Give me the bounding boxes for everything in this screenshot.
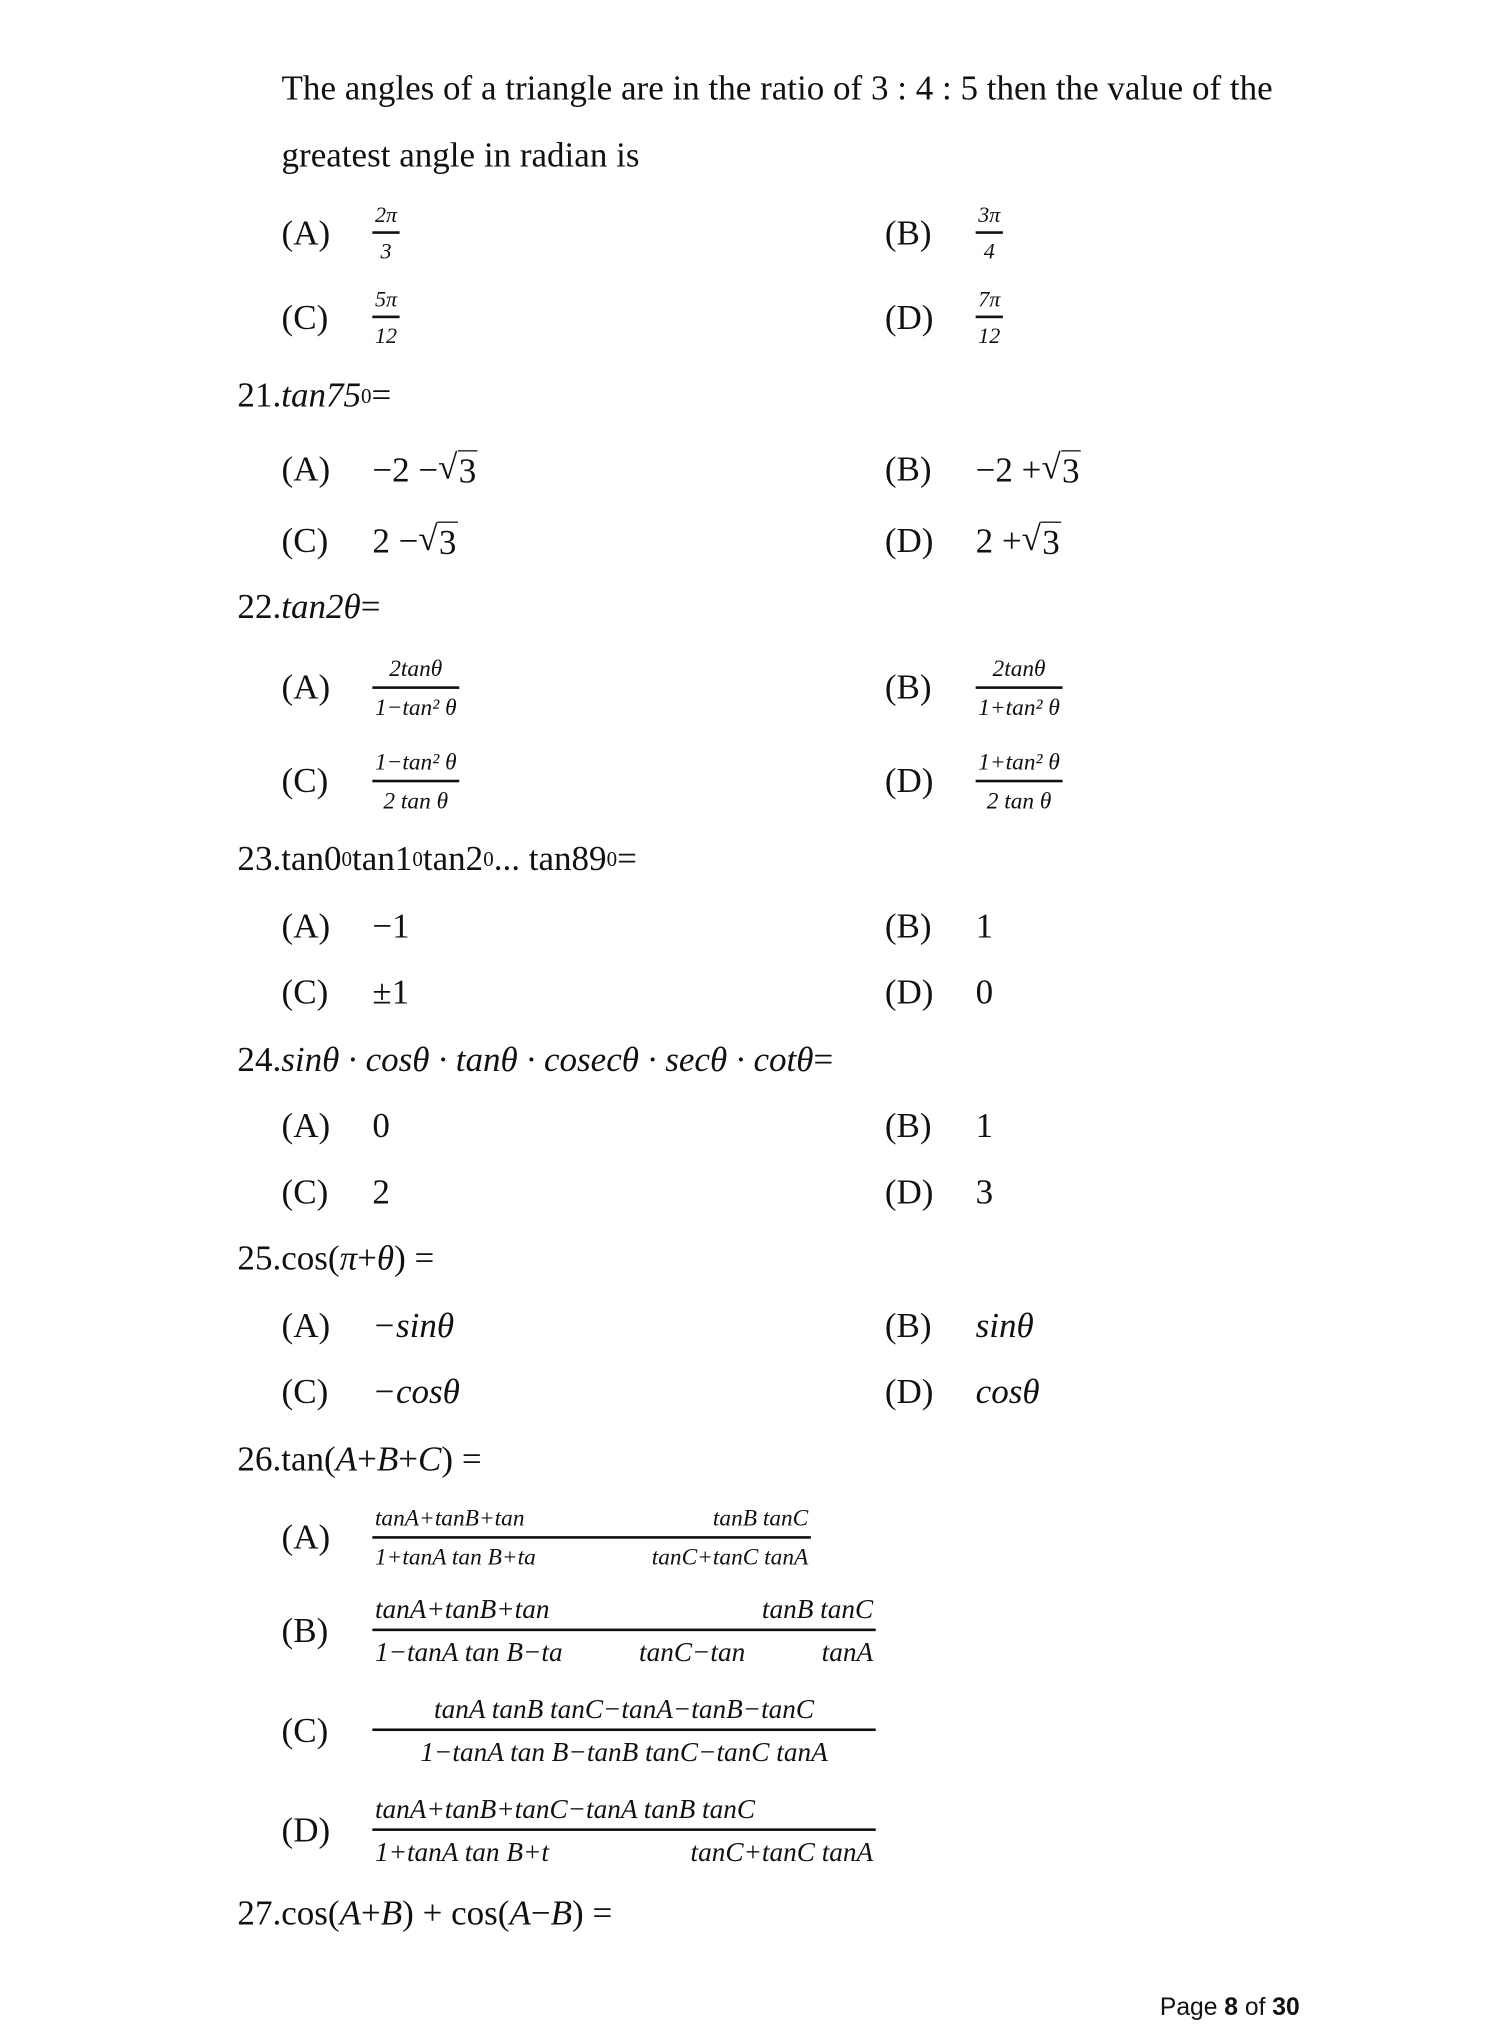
- radicand: 3: [458, 451, 477, 491]
- numerator: 2tanθ: [389, 655, 443, 682]
- question-stem: [282, 68, 1273, 108]
- fraction: [372, 1592, 875, 1669]
- math-text: ) + cos(: [402, 1893, 510, 1933]
- numerator: tanA+tanB+tanC−tanA tanB tanC: [374, 1793, 756, 1825]
- math-text: cos(: [281, 1238, 340, 1278]
- math-text: −1: [372, 906, 410, 946]
- current-page: 8: [1224, 1994, 1239, 2022]
- math-text: ... tan89: [493, 838, 607, 878]
- option-value: [372, 519, 457, 563]
- denominator: 3: [372, 232, 399, 266]
- square-root: [1041, 448, 1080, 492]
- option-value: [976, 519, 1061, 563]
- option-label: (D): [281, 1810, 331, 1850]
- math-term: 1−tanA tan B−ta: [374, 1636, 563, 1668]
- option-label: (A): [281, 906, 331, 946]
- numerator: 3π: [978, 202, 1001, 228]
- option-label: (B): [884, 1106, 932, 1145]
- option-label: (A): [281, 1106, 331, 1145]
- math-text: −2 +: [975, 449, 1042, 489]
- fraction: [976, 201, 1003, 265]
- option-label: (C): [281, 1372, 329, 1411]
- math-term: tanA+tanB+tan: [374, 1504, 525, 1531]
- math-text: =: [360, 587, 381, 626]
- math-text: −: [530, 1893, 551, 1933]
- option-value: [976, 1306, 1034, 1346]
- fraction: [372, 201, 399, 265]
- fraction: [372, 654, 459, 721]
- fraction: [976, 286, 1003, 350]
- numerator: 2π: [374, 202, 398, 228]
- option-label: (A): [281, 1517, 331, 1557]
- math-text: ) =: [572, 1893, 613, 1933]
- denominator: [372, 1629, 875, 1670]
- math-term: tanA+tanB+tan: [374, 1593, 550, 1625]
- option-label: (D): [884, 760, 934, 800]
- square-root: [418, 519, 457, 563]
- denominator: 12: [372, 316, 399, 350]
- option-label: (C): [281, 972, 329, 1012]
- math-text: =: [371, 375, 392, 415]
- math-term: 1+tanA tan B+ta: [374, 1543, 536, 1570]
- option-label: (C): [281, 1172, 329, 1212]
- numerator: [372, 1592, 875, 1629]
- option-label: (C): [281, 760, 329, 800]
- question-number: 22.: [237, 587, 282, 626]
- math-term: tanB tanC: [712, 1504, 809, 1531]
- math-text: ) =: [394, 1238, 435, 1278]
- footer-text: of: [1238, 1994, 1273, 2022]
- question-stem: [237, 587, 380, 627]
- math-text: sinθ · cosθ · tanθ · cosecθ · secθ · cotθ: [281, 1039, 814, 1079]
- math-text: −sinθ: [372, 1305, 455, 1345]
- footer-text: Page: [1159, 1994, 1225, 2022]
- radicand: 3: [1061, 451, 1080, 491]
- question-stem: 21. tan75 0 =: [237, 375, 392, 415]
- numerator: [372, 1504, 811, 1536]
- option-label: (A): [281, 449, 331, 489]
- math-text: +: [360, 1893, 381, 1933]
- question-number: 24.: [237, 1039, 282, 1079]
- option-value: [372, 448, 477, 492]
- math-text: tan1: [352, 838, 413, 878]
- math-text: 0: [975, 972, 994, 1012]
- option-value: [372, 1306, 454, 1346]
- math-text: The angles of a triangle are in the ratio of 3 : 4 : 5 then the value of the: [281, 68, 1273, 108]
- denominator: 12: [976, 316, 1003, 350]
- option-value: [976, 448, 1081, 492]
- radical-sign: √: [1021, 518, 1041, 558]
- option-value: [372, 286, 399, 350]
- total-pages: 30: [1272, 1994, 1300, 2022]
- math-text: ±1: [372, 972, 410, 1012]
- denominator: 2 tan θ: [976, 779, 1063, 815]
- denominator: [372, 1535, 811, 1571]
- math-text: greatest angle in radian is: [281, 135, 640, 175]
- radicand: 3: [438, 522, 457, 562]
- math-term: tanA: [821, 1636, 874, 1668]
- fraction: [372, 1504, 811, 1571]
- option-value: [372, 747, 459, 814]
- math-text: tan(: [281, 1439, 336, 1479]
- option-label: (B): [884, 449, 932, 489]
- denominator: 4: [976, 232, 1003, 266]
- math-text: π: [339, 1238, 358, 1278]
- question-stem: [237, 1894, 612, 1934]
- option-value: [372, 654, 459, 721]
- math-text: 2 +: [975, 520, 1022, 560]
- question-stem: [237, 1439, 481, 1479]
- math-text: =: [617, 838, 637, 878]
- option-label: (D): [884, 972, 934, 1012]
- radical-sign: √: [438, 447, 458, 487]
- fraction: [372, 1692, 875, 1769]
- option-value: [976, 1372, 1040, 1412]
- option-value: [372, 1106, 390, 1146]
- option-value: [976, 654, 1063, 721]
- fraction: [372, 747, 459, 814]
- math-term: tanC+tanC tanA: [651, 1543, 809, 1570]
- radical-sign: √: [1041, 447, 1061, 487]
- denominator: [372, 1829, 875, 1870]
- option-value: [372, 1592, 875, 1669]
- option-value: [372, 906, 409, 946]
- math-text: tan2θ: [281, 587, 361, 626]
- math-text: C: [418, 1439, 442, 1479]
- option-value: [976, 201, 1003, 265]
- math-text: cosθ: [975, 1372, 1040, 1411]
- option-label: (B): [884, 667, 932, 707]
- option-label: (B): [884, 213, 932, 253]
- math-text: tan0: [281, 838, 342, 878]
- option-label: (A): [281, 1305, 331, 1345]
- math-term: 1+tanA tan B+t: [374, 1836, 549, 1868]
- radical-sign: √: [418, 518, 438, 558]
- math-text: A: [339, 1893, 361, 1933]
- numerator: 1−tan² θ: [374, 748, 457, 775]
- math-text: 1: [975, 1106, 994, 1145]
- math-text: sinθ: [975, 1305, 1034, 1345]
- fraction: [372, 286, 399, 350]
- denominator: 1−tan² θ: [372, 686, 459, 722]
- option-value: [372, 1172, 390, 1212]
- option-value: [372, 1692, 875, 1769]
- math-text: 2 −: [372, 520, 419, 560]
- option-value: [976, 1106, 994, 1146]
- square-root: [1022, 519, 1061, 563]
- fraction: [976, 747, 1063, 814]
- denominator: 1+tan² θ: [976, 686, 1063, 722]
- option-label: (B): [884, 906, 932, 946]
- option-value: [976, 1172, 994, 1212]
- option-label: (C): [281, 297, 329, 337]
- numerator: 5π: [374, 287, 398, 312]
- option-value: [372, 1504, 811, 1571]
- radicand: 3: [1042, 522, 1060, 562]
- math-text: cos(: [281, 1893, 340, 1933]
- numerator: tanA tanB tanC−tanA−tanB−tanC: [434, 1693, 815, 1725]
- option-label: (D): [884, 520, 934, 560]
- math-text: θ: [376, 1238, 395, 1278]
- question-stem: [282, 136, 640, 176]
- math-text: A: [509, 1893, 531, 1933]
- math-term: tanC−tan: [639, 1636, 746, 1668]
- option-value: [372, 1792, 875, 1869]
- math-text: A: [335, 1439, 358, 1479]
- question-number: 26.: [237, 1439, 282, 1479]
- math-text: +: [357, 1238, 377, 1278]
- denominator: 1−tanA tan B−tanB tanC−tanC tanA: [372, 1729, 875, 1770]
- math-text: 2: [372, 1172, 390, 1212]
- math-text: B: [550, 1893, 573, 1933]
- math-term: tanC+tanC tanA: [690, 1836, 874, 1868]
- numerator: 1+tan² θ: [978, 748, 1060, 775]
- question-number: 27.: [237, 1893, 282, 1933]
- math-text: tan2: [422, 838, 484, 878]
- math-text: +: [357, 1439, 377, 1479]
- denominator: 2 tan θ: [372, 779, 459, 815]
- option-value: [372, 1372, 460, 1412]
- question-number: 21.: [237, 375, 282, 415]
- math-text: tan75: [281, 375, 362, 415]
- math-text: −cosθ: [372, 1372, 460, 1411]
- square-root: [438, 448, 477, 492]
- math-term: tanB tanC: [761, 1593, 874, 1625]
- question-number: 25.: [237, 1238, 282, 1278]
- option-value: [976, 972, 994, 1012]
- option-label: (B): [281, 1610, 329, 1650]
- option-label: (C): [281, 520, 329, 560]
- numerator: 2tanθ: [992, 655, 1046, 682]
- question-stem: [237, 1238, 434, 1278]
- question-number: 23.: [237, 838, 282, 878]
- option-label: (D): [884, 297, 934, 337]
- fraction: [372, 1792, 875, 1869]
- math-text: +: [398, 1439, 419, 1479]
- option-value: [372, 201, 399, 265]
- math-text: ) =: [441, 1439, 482, 1479]
- option-label: (D): [884, 1372, 934, 1411]
- question-stem: 23. tan0 0 tan1 0 tan2 0 ... tan89 0 =: [237, 838, 637, 878]
- option-label: (C): [281, 1710, 329, 1750]
- option-value: [372, 972, 409, 1012]
- option-label: (A): [281, 667, 331, 707]
- option-value: [976, 747, 1063, 814]
- math-text: B: [376, 1439, 399, 1479]
- option-value: [976, 906, 994, 946]
- math-text: B: [380, 1893, 403, 1933]
- question-stem: [237, 1040, 833, 1080]
- fraction: [976, 654, 1063, 721]
- option-label: (B): [884, 1305, 932, 1345]
- math-text: −2 −: [372, 449, 439, 489]
- option-value: [976, 286, 1003, 350]
- math-text: 1: [975, 906, 994, 946]
- option-label: (A): [281, 213, 331, 253]
- math-text: 0: [372, 1106, 390, 1145]
- math-text: =: [813, 1039, 834, 1079]
- page-footer: [1160, 1994, 1300, 2023]
- math-text: 3: [975, 1172, 994, 1212]
- option-label: (D): [884, 1172, 934, 1212]
- numerator: 7π: [978, 287, 1001, 312]
